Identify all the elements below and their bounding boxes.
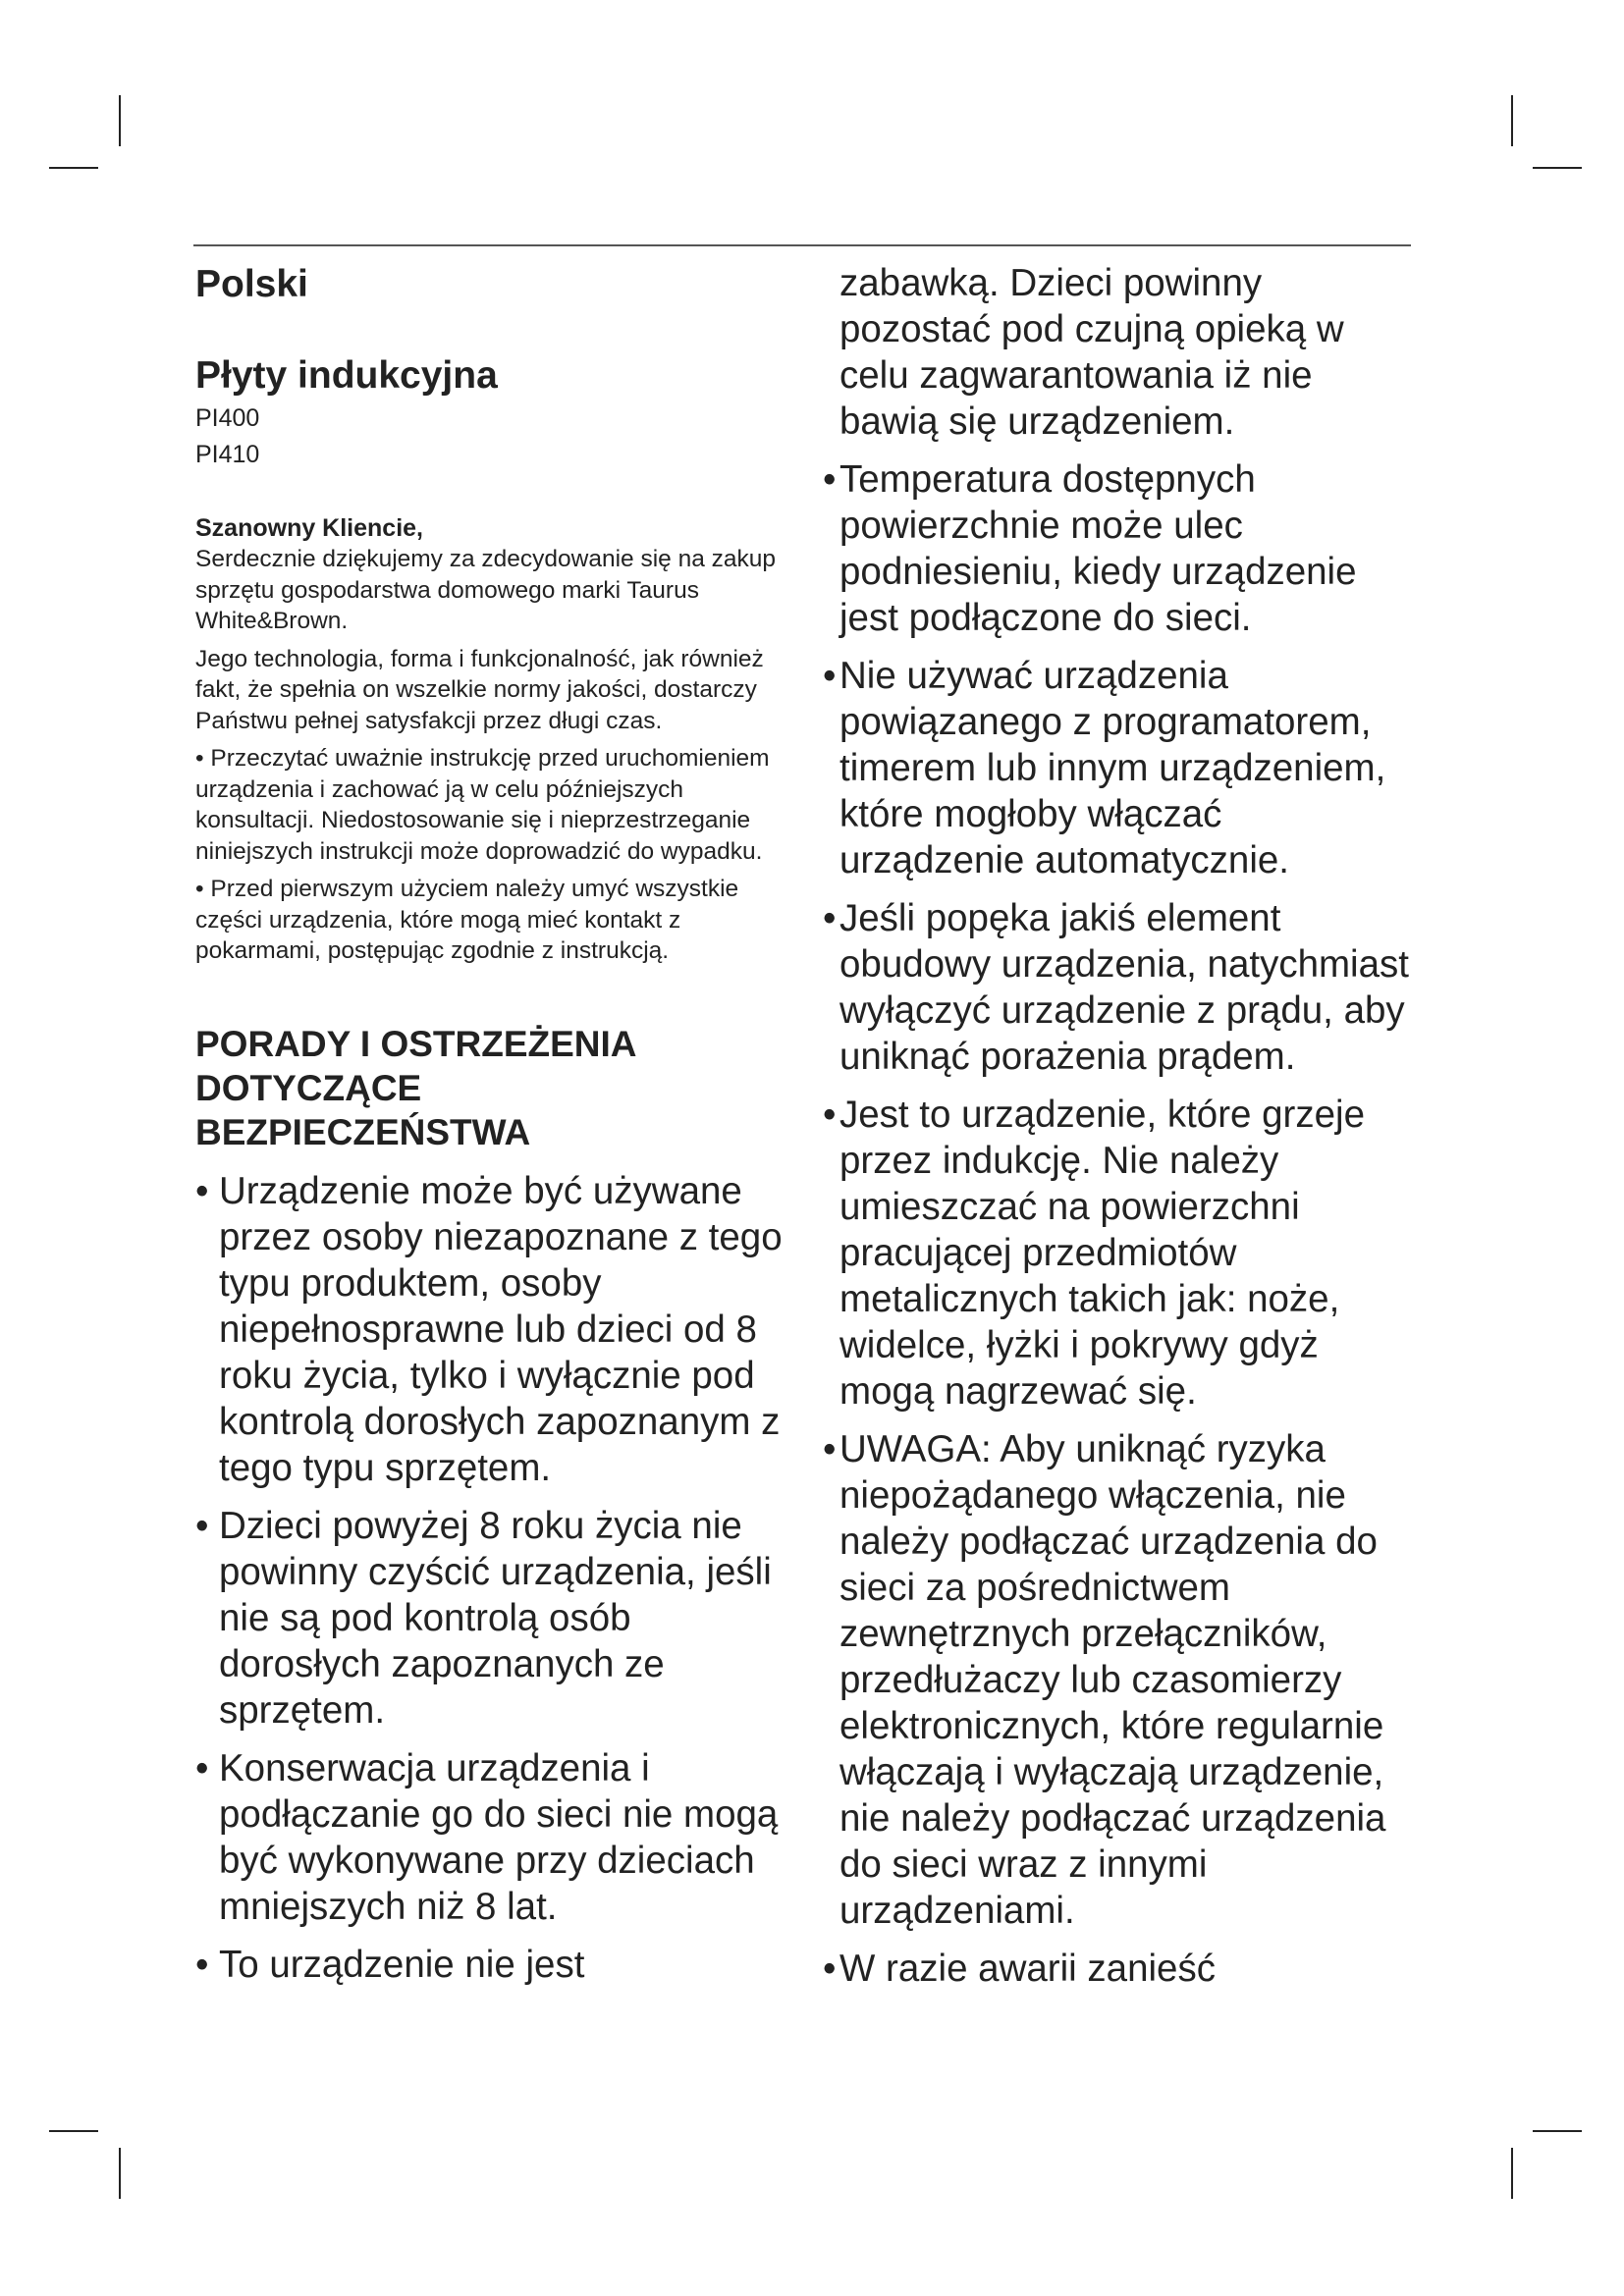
safety-item bbox=[195, 1503, 794, 1734]
safety-item-text: Urządzenie może być używane przez osoby niezapoznane z tego typu produktem, osoby niepełnosprawne lub dzieci od 8 roku życia, tylko i wyłącznie pod kontrolą dorosłych zapoznanym z tego typu sprzętem. bbox=[219, 1169, 783, 1489]
safety-heading-line: PORADY I OSTRZEŻENIA bbox=[195, 1023, 637, 1064]
crop-mark-top-right-vertical bbox=[1511, 95, 1513, 146]
safety-item-continuation: zabawką. Dzieci powinny pozostać pod czujną opieką w celu zagwarantowania iż nie bawią się urządzeniem. bbox=[839, 262, 1344, 443]
safety-list-left bbox=[195, 1168, 794, 1988]
crop-mark-top-left-horizontal bbox=[49, 167, 98, 169]
model-number: PI400 bbox=[195, 404, 260, 432]
product-title: Płyty indukcyjna bbox=[195, 354, 498, 397]
safety-item-text: Konserwacja urządzenia i podłączanie go do sieci nie mogą być wykonywane przy dzieciach mniejszych niż 8 lat. bbox=[219, 1746, 779, 1928]
crop-mark-bottom-left-horizontal bbox=[49, 2130, 98, 2132]
safety-heading bbox=[195, 1022, 794, 1154]
safety-item bbox=[823, 1426, 1412, 1934]
safety-item bbox=[195, 1745, 794, 1930]
safety-item bbox=[823, 895, 1412, 1080]
bullet: • bbox=[195, 1169, 209, 1212]
safety-item-text: W razie awarii zanieść bbox=[839, 1948, 1216, 1990]
safety-item bbox=[823, 1946, 1412, 1992]
safety-item-text: Temperatura dostępnych powierzchnie może ulec podniesieniu, kiedy urządzenie jest podłączone do sieci. bbox=[839, 458, 1357, 639]
language-heading: Polski bbox=[195, 263, 308, 305]
bullet: • bbox=[823, 1948, 837, 1990]
right-column bbox=[823, 260, 1412, 2003]
safety-item-text: Nie używać urządzenia powiązanego z programatorem, timerem lub innym urządzeniem, które mogłoby włączać urządzenie automatycznie. bbox=[839, 655, 1386, 881]
bullet: • bbox=[823, 1094, 837, 1136]
safety-item-text: Jeśli popęka jakiś element obudowy urządzenia, natychmiast wyłączyć urządzenie z prądu, aby uniknąć porażenia prądem. bbox=[839, 897, 1409, 1078]
intro-paragraph: • Przeczytać uważnie instrukcję przed uruchomieniem urządzenia i zachować ją w celu późniejszych konsultacji. Niedostosowanie się i nieprzestrzeganie niniejszych instrukcji może doprowadzić do wypadku. bbox=[195, 745, 770, 865]
bullet: • bbox=[195, 1746, 209, 1789]
crop-mark-bottom-right-horizontal bbox=[1533, 2130, 1582, 2132]
safety-heading-line: BEZPIECZEŃSTWA bbox=[195, 1111, 531, 1152]
safety-item bbox=[823, 653, 1412, 883]
left-column bbox=[195, 257, 794, 2000]
crop-mark-top-left-vertical bbox=[119, 95, 121, 146]
crop-mark-top-right-horizontal bbox=[1533, 167, 1582, 169]
bullet: • bbox=[823, 897, 837, 939]
safety-item-text: UWAGA: Aby uniknąć ryzyka niepożądanego włączenia, nie należy podłączać urządzenia do sieci za pośrednictwem zewnętrznych przełączników, przedłużaczy lub czasomierzy elektronicznych, które regularnie włączają i wyłączają urządzenie, nie należy podłączać urządzenia do sieci wraz z innymi urządzeniami. bbox=[839, 1428, 1386, 1932]
bullet: • bbox=[823, 1428, 837, 1470]
safety-heading-line: DOTYCZĄCE bbox=[195, 1067, 422, 1108]
safety-item bbox=[823, 456, 1412, 641]
model-number: PI410 bbox=[195, 441, 260, 468]
intro-paragraph: Serdecznie dziękujemy za zdecydowanie się na zakup sprzętu gospodarstwa domowego marki Taurus White&Brown. bbox=[195, 546, 777, 634]
safety-item bbox=[195, 1942, 794, 1988]
bullet: • bbox=[195, 1943, 209, 1986]
safety-item-text: To urządzenie nie jest bbox=[219, 1943, 585, 1986]
greeting: Szanowny Kliencie, bbox=[195, 514, 424, 542]
header-rule bbox=[193, 244, 1411, 246]
safety-item bbox=[195, 1168, 794, 1491]
bullet: • bbox=[823, 458, 837, 501]
bullet: • bbox=[823, 655, 837, 697]
safety-item-text: Dzieci powyżej 8 roku życia nie powinny czyścić urządzenia, jeśli nie są pod kontrolą osób dorosłych zapoznanych ze sprzętem. bbox=[219, 1504, 772, 1732]
intro-paragraph: • Przed pierwszym użyciem należy umyć wszystkie części urządzenia, które mogą mieć kontakt z pokarmami, postępując zgodnie z instrukcją. bbox=[195, 876, 739, 964]
bullet: • bbox=[195, 1504, 209, 1547]
safety-item-text: Jest to urządzenie, które grzeje przez indukcję. Nie należy umieszczać na powierzchni pracującej przedmiotów metalicznych takich jak: noże, widelce, łyżki i pokrywy gdyż mogą nagrzewać się. bbox=[839, 1094, 1365, 1413]
safety-item bbox=[823, 1092, 1412, 1415]
crop-mark-bottom-left-vertical bbox=[119, 2148, 121, 2199]
intro-paragraph: Jego technologia, forma i funkcjonalność, jak również fakt, że spełnia on wszelkie normy jakości, dostarczy Państwu pełnej satysfakcji przez długi czas. bbox=[195, 645, 764, 734]
crop-mark-bottom-right-vertical bbox=[1511, 2148, 1513, 2199]
